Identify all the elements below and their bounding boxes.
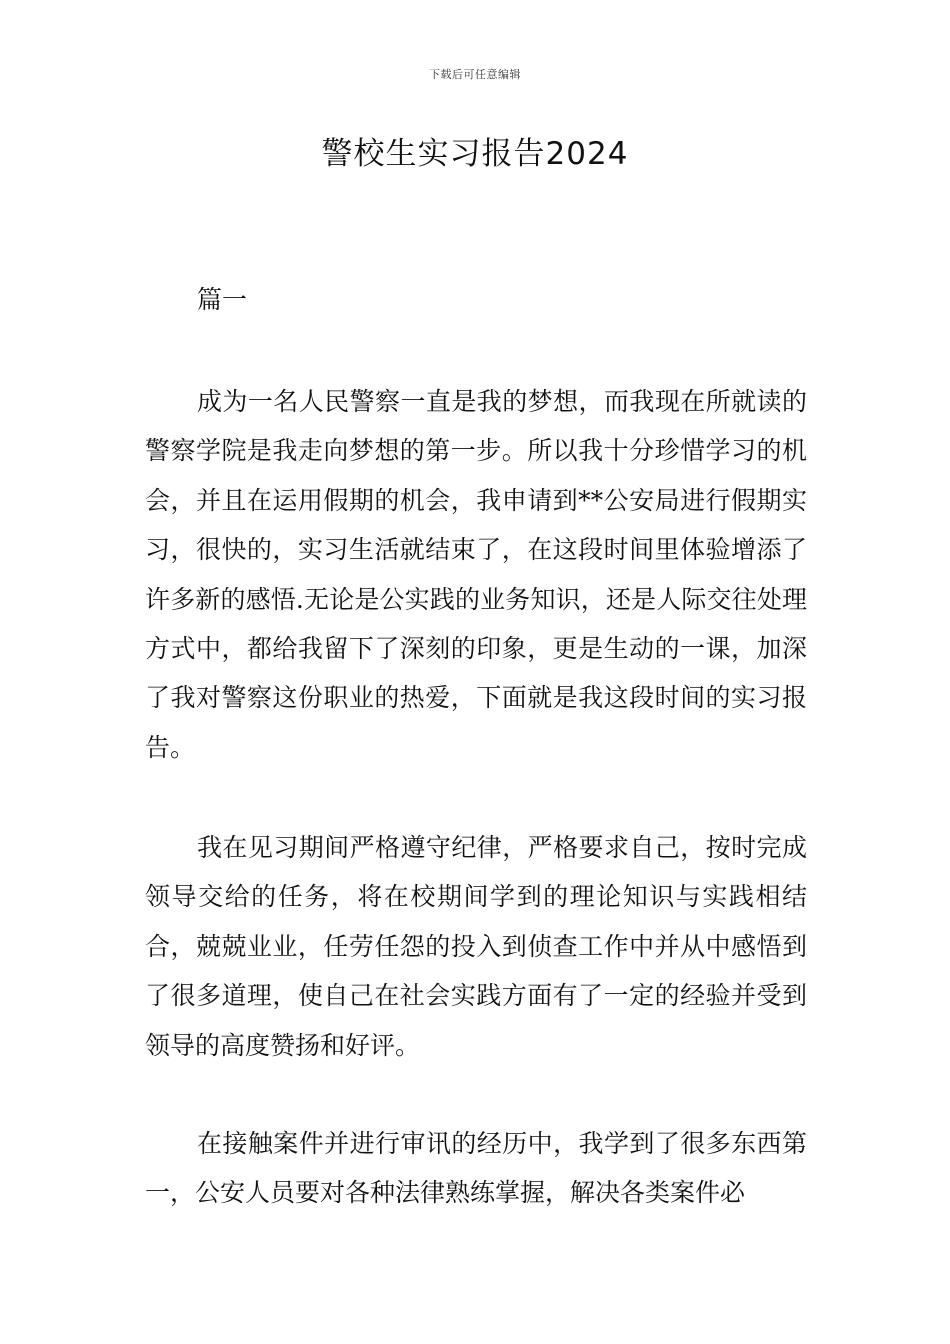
header-note: 下载后可任意编辑 (429, 68, 521, 81)
section-heading: 篇一 (197, 285, 248, 314)
paragraph-2: 我在见习期间严格遵守纪律，严格要求自己，按时完成领导交给的任务，将在校期间学到的理论知识与实践相结合，兢兢业业，任劳任怨的投入到侦查工作中并从中感悟到了很多道理，使自己在社会实践方面有了一定的经验并受到领导的高度赞扬和好评。 (145, 833, 807, 1060)
paragraph-1: 成为一名人民警察一直是我的梦想，而我现在所就读的警察学院是我走向梦想的第一步。所以我十分珍惜学习的机会，并且在运用假期的机会，我申请到**公安局进行假期实习，很快的，实习生活就结束了，在这段时间里体验增添了许多新的感悟.无论是公实践的业务知识，还是人际交往处理方式中，都给我留下了深刻的印象，更是生动的一课，加深了我对警察这份职业的热爱，下面就是我这段时间的实习报告。 (145, 387, 807, 762)
document-title: 警校生实习报告2024 (321, 136, 629, 172)
paragraph-3: 在接触案件并进行审讯的经历中，我学到了很多东西第一，公安人员要对各种法律熟练掌握，解决各类案件必 (145, 1129, 807, 1208)
